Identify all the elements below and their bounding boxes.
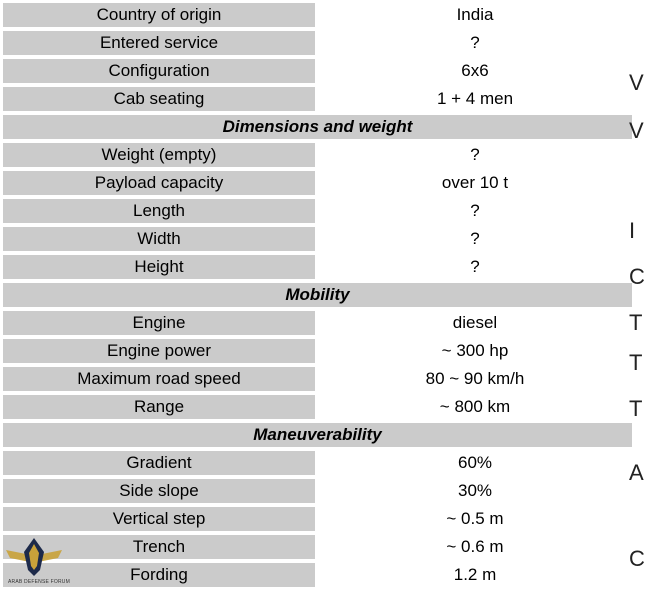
section-header: Maneuverability <box>3 423 632 447</box>
spec-label: Side slope <box>3 479 315 503</box>
spec-value: over 10 t <box>318 171 632 195</box>
spec-value: India <box>318 3 632 27</box>
spec-value: ~ 0.6 m <box>318 535 632 559</box>
spec-label: Range <box>3 395 315 419</box>
spec-label: Width <box>3 227 315 251</box>
spec-value: ~ 0.5 m <box>318 507 632 531</box>
specifications-body <box>3 3 632 587</box>
spec-row <box>3 395 632 419</box>
spec-value: ? <box>318 143 632 167</box>
spec-label: Length <box>3 199 315 223</box>
spec-value: ? <box>318 31 632 55</box>
spec-row <box>3 59 632 83</box>
spec-value: 60% <box>318 451 632 475</box>
spec-value: ~ 300 hp <box>318 339 632 363</box>
spec-value: ? <box>318 199 632 223</box>
spec-value: 1.2 m <box>318 563 632 587</box>
spec-value: 80 ~ 90 km/h <box>318 367 632 391</box>
spec-label: Maximum road speed <box>3 367 315 391</box>
spec-row <box>3 255 632 279</box>
spec-row <box>3 339 632 363</box>
section-header: Dimensions and weight <box>3 115 632 139</box>
spec-value: 6x6 <box>318 59 632 83</box>
spec-label: Country of origin <box>3 3 315 27</box>
specifications-table <box>3 0 632 591</box>
spec-label: Configuration <box>3 59 315 83</box>
section-header-row <box>3 115 632 139</box>
spec-row <box>3 199 632 223</box>
spec-value: ? <box>318 255 632 279</box>
spec-label: Entered service <box>3 31 315 55</box>
spec-row <box>3 3 632 27</box>
spec-row <box>3 31 632 55</box>
section-header-row <box>3 423 632 447</box>
cropped-right-text: V V I C T T T A C <box>632 0 640 592</box>
watermark-text: ARAB DEFENSE FORUM <box>8 579 70 585</box>
spec-row <box>3 451 632 475</box>
spec-label: Gradient <box>3 451 315 475</box>
spec-label: Height <box>3 255 315 279</box>
spec-row <box>3 227 632 251</box>
spec-label: Fording <box>3 563 315 587</box>
spec-label: Vertical step <box>3 507 315 531</box>
spec-row <box>3 171 632 195</box>
section-header: Mobility <box>3 283 632 307</box>
spec-value: 1 + 4 men <box>318 87 632 111</box>
spec-value: ? <box>318 227 632 251</box>
spec-label: Trench <box>3 535 315 559</box>
spec-label: Weight (empty) <box>3 143 315 167</box>
spec-label: Engine <box>3 311 315 335</box>
spec-row <box>3 143 632 167</box>
spec-row <box>3 311 632 335</box>
section-header-row <box>3 283 632 307</box>
spec-value: 30% <box>318 479 632 503</box>
spec-label: Engine power <box>3 339 315 363</box>
spec-value: ~ 800 km <box>318 395 632 419</box>
spec-label: Payload capacity <box>3 171 315 195</box>
spec-row <box>3 479 632 503</box>
spec-row <box>3 367 632 391</box>
spec-row <box>3 507 632 531</box>
spec-row <box>3 563 632 587</box>
spec-label: Cab seating <box>3 87 315 111</box>
spec-value: diesel <box>318 311 632 335</box>
spec-row <box>3 535 632 559</box>
spec-row <box>3 87 632 111</box>
